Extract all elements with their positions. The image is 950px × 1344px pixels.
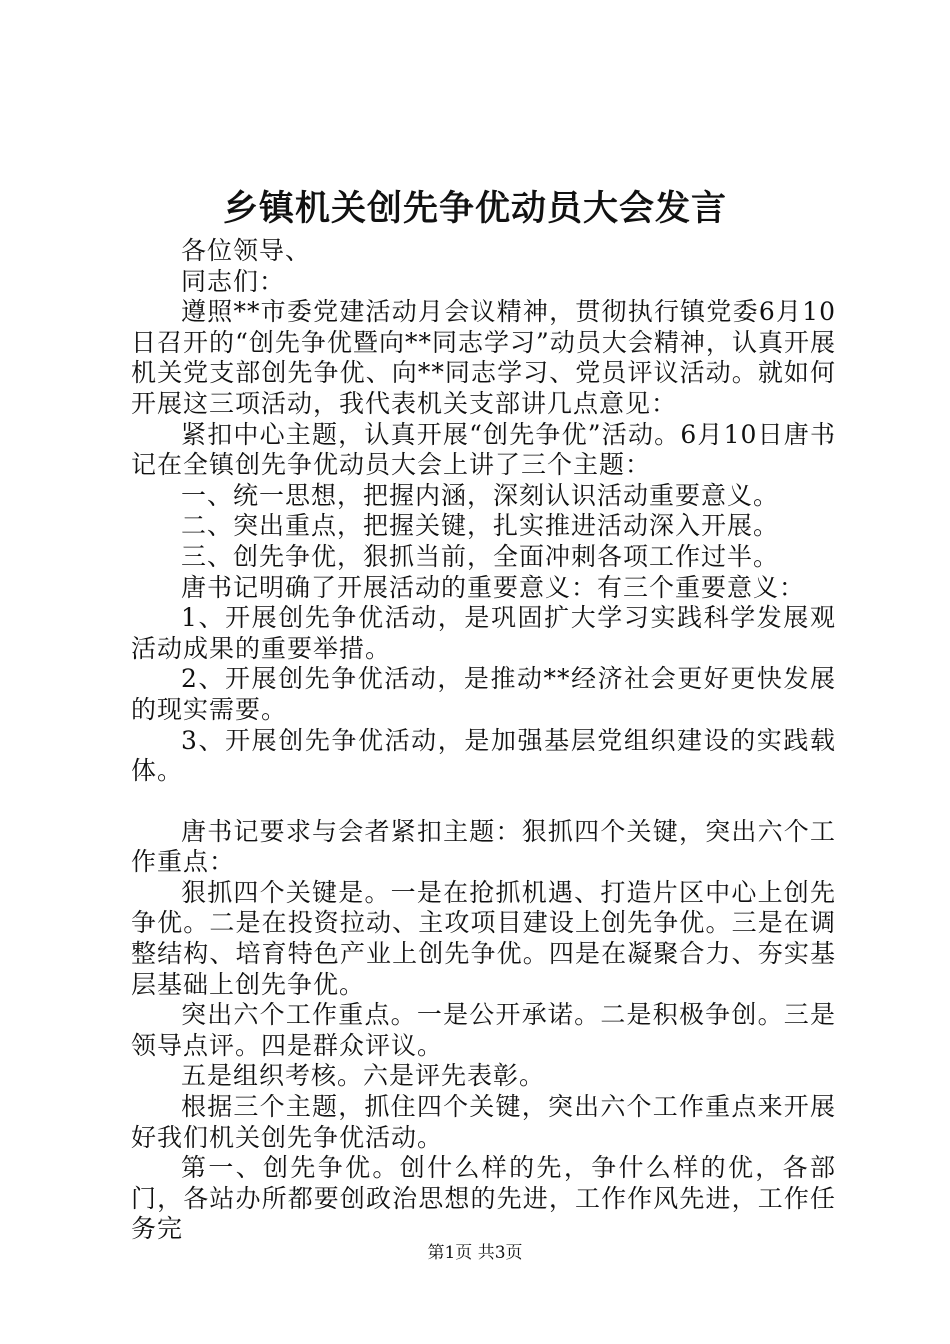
list-item: 1、开展创先争优活动，是巩固扩大学习实践科学发展观活动成果的重要举措。 bbox=[131, 603, 836, 663]
salutation-line: 各位领导、 bbox=[181, 236, 312, 265]
body-paragraph: 唐书记要求与会者紧扣主题：狠抓四个关键，突出六个工作重点： bbox=[131, 816, 836, 877]
body-paragraph: 紧扣中心主题，认真开展“创先争优”活动。6月10日唐书记在全镇创先争优动员大会上讲了三个主题： bbox=[131, 419, 836, 480]
body-paragraph: 根据三个主题，抓住四个关键，突出六个工作重点来开展好我们机关创先争优活动。 bbox=[131, 1092, 836, 1152]
list-item: 一、统一思想，把握内涵，深刻认识活动重要意义。 bbox=[181, 480, 780, 510]
list-item: 3、开展创先争优活动，是加强基层党组织建设的实践载体。 bbox=[131, 725, 836, 786]
body-paragraph: 遵照**市委党建活动月会议精神，贯彻执行镇党委6月10日召开的“创先争优暨向**同志学习”动员大会精神，认真开展机关党支部创先争优、向**同志学习、党员评议活动。就如何开展这三项活动，我代表机关支部讲几点意见： bbox=[131, 297, 836, 418]
list-item: 三、创先争优，狠抓当前，全面冲刺各项工作过半。 bbox=[181, 541, 780, 571]
document-body bbox=[131, 236, 836, 1245]
body-paragraph: 唐书记明确了开展活动的重要意义：有三个重要意义： bbox=[181, 572, 806, 602]
body-paragraph: 突出六个工作重点。一是公开承诺。二是积极争创。三是领导点评。四是群众评议。 bbox=[131, 1000, 836, 1060]
document-title: 乡镇机关创先争优动员大会发言 bbox=[222, 188, 727, 229]
body-paragraph: 第一、创先争优。创什么样的先，争什么样的优，各部门，各站办所都要创政治思想的先进，工作作风先进，工作任务完 bbox=[131, 1153, 836, 1244]
list-item: 二、突出重点，把握关键，扎实推进活动深入开展。 bbox=[181, 511, 780, 541]
body-paragraph: 五是组织考核。六是评先表彰。 bbox=[181, 1061, 546, 1091]
page-footer: 第1页 共3页 bbox=[427, 1243, 523, 1263]
body-paragraph: 狠抓四个关键是。一是在抢抓机遇、打造片区中心上创先争优。二是在投资拉动、主攻项目建设上创先争优。三是在调整结构、培育特色产业上创先争优。四是在凝聚合力、夯实基层基础上创先争优。 bbox=[131, 877, 836, 999]
salutation-line: 同志们： bbox=[181, 266, 286, 296]
list-item: 2、开展创先争优活动，是推动**经济社会更好更快发展的现实需要。 bbox=[131, 664, 836, 724]
